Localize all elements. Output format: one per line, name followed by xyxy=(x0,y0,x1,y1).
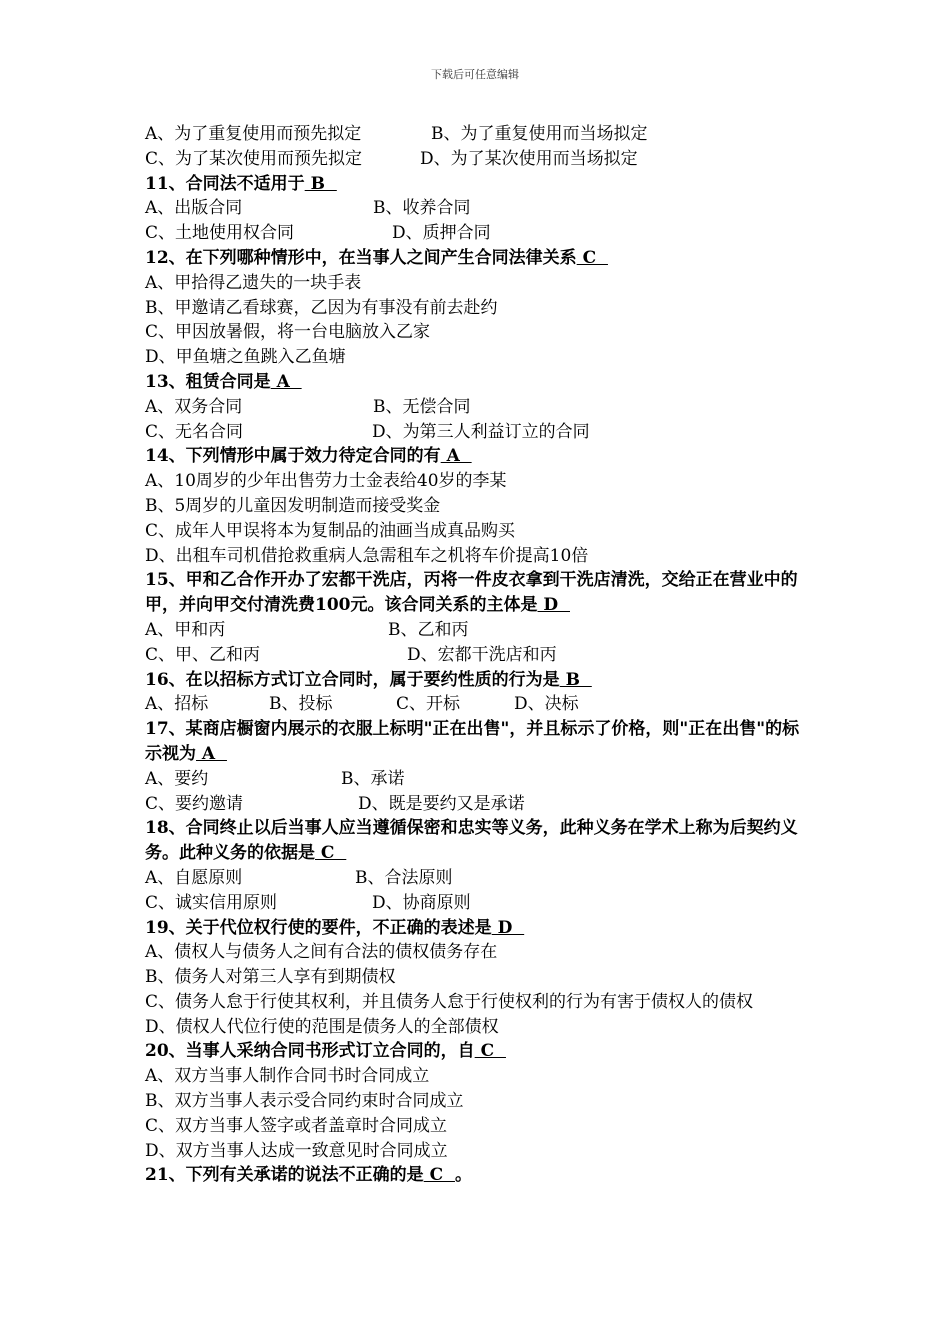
option-text: C、为了某次使用而预先拟定 xyxy=(145,148,363,169)
option-text: A、为了重复使用而预先拟定 xyxy=(145,124,362,144)
option-text: A、招标 xyxy=(145,694,209,715)
option-text: D、双方当事人达成一致意见时合同成立 xyxy=(145,1140,448,1161)
option-line xyxy=(145,891,810,916)
answer-blank: C xyxy=(315,843,347,864)
document-body xyxy=(145,122,810,1188)
question-suffix: 。 xyxy=(454,1165,472,1186)
answer-blank: A xyxy=(270,371,302,392)
option-line xyxy=(145,866,810,891)
option-line xyxy=(145,395,810,420)
option-text: A、甲拾得乙遗失的一块手表 xyxy=(145,272,362,293)
option-text: D、债权人代位行使的范围是债务人的全部债权 xyxy=(145,1016,499,1037)
answer-blank: D xyxy=(491,917,525,938)
answer-blank: C xyxy=(576,247,608,268)
option-text: B、乙和丙 xyxy=(388,619,469,640)
option-line xyxy=(145,940,810,965)
question xyxy=(145,1163,810,1188)
option-text: C、债务人怠于行使其权利，并且债务人怠于行使权利的行为有害于债权人的债权 xyxy=(145,991,754,1012)
option-line xyxy=(145,147,810,172)
question-text: 13、租赁合同是 xyxy=(145,371,271,392)
option-line xyxy=(145,519,810,544)
option-line xyxy=(145,692,810,717)
option-text: A、双方当事人制作合同书时合同成立 xyxy=(145,1066,430,1087)
option-text: B、甲邀请乙看球赛，乙因为有事没有前去赴约 xyxy=(145,297,498,318)
option-text: B、收养合同 xyxy=(373,198,471,219)
question-text: 15、甲和乙合作开办了宏都干洗店，丙将一件皮衣拿到干洗店清洗，交给正在营业中的甲，并向甲交付清洗费100元。该合同关系的主体是 xyxy=(145,570,798,616)
answer-blank: C xyxy=(423,1165,455,1186)
option-text: B、5周岁的儿童因发明制造而接受奖金 xyxy=(145,495,441,516)
option-text: C、成年人甲误将本为复制品的油画当成真品购买 xyxy=(145,520,516,541)
option-text: A、要约 xyxy=(145,768,209,789)
option-text: A、债权人与债务人之间有合法的债权债务存在 xyxy=(145,942,498,963)
option-line xyxy=(145,792,810,817)
question-text: 18、合同终止以后当事人应当遵循保密和忠实等义务，此种义务在学术上称为后契约义务。此种义务的依据是 xyxy=(145,818,798,864)
option-line xyxy=(145,1114,810,1139)
answer-blank: A xyxy=(196,743,227,764)
option-text: C、双方当事人签字或者盖章时合同成立 xyxy=(145,1115,448,1136)
question-text: 16、在以招标方式订立合同时，属于要约性质的行为是 xyxy=(145,669,560,690)
option-text: A、自愿原则 xyxy=(145,867,243,888)
option-line xyxy=(145,965,810,990)
answer-blank: B xyxy=(304,173,337,194)
question-text: 12、在下列哪种情形中，在当事人之间产生合同法律关系 xyxy=(145,247,577,268)
option-text: C、甲、乙和丙 xyxy=(145,644,261,665)
option-line xyxy=(145,345,810,370)
question-text: 20、当事人采纳合同书形式订立合同的，自 xyxy=(145,1041,475,1062)
option-text: B、投标 xyxy=(269,694,333,715)
option-text: B、合法原则 xyxy=(355,867,453,888)
answer-blank: D xyxy=(537,595,570,616)
option-line xyxy=(145,196,810,221)
option-line xyxy=(145,271,810,296)
option-text: C、甲因放暑假，将一台电脑放入乙家 xyxy=(145,322,431,343)
question xyxy=(145,1039,810,1064)
option-line xyxy=(145,1015,810,1040)
option-text: D、甲鱼塘之鱼跳入乙鱼塘 xyxy=(145,347,346,368)
option-text: A、出版合同 xyxy=(145,198,243,219)
option-text: C、诚实信用原则 xyxy=(145,892,278,913)
question xyxy=(145,370,810,395)
option-text: B、无偿合同 xyxy=(373,396,471,417)
option-text: D、决标 xyxy=(514,694,579,715)
question-text: 17、某商店橱窗内展示的衣服上标明"正在出售"，并且标示了价格，则"正在出售"的标示视为 xyxy=(145,719,800,764)
answer-blank: A xyxy=(440,446,472,467)
option-line xyxy=(145,990,810,1015)
question xyxy=(145,246,810,271)
option-line xyxy=(145,221,810,246)
option-line xyxy=(145,320,810,345)
option-text: C、土地使用权合同 xyxy=(145,223,295,244)
option-text: B、债务人对第三人享有到期债权 xyxy=(145,967,396,988)
option-text: C、开标 xyxy=(396,694,461,715)
option-text: D、为了某次使用而当场拟定 xyxy=(420,148,638,169)
question xyxy=(145,568,810,618)
option-line xyxy=(145,296,810,321)
option-line xyxy=(145,643,810,668)
option-text: A、甲和丙 xyxy=(145,619,226,640)
question xyxy=(145,816,810,866)
option-text: D、出租车司机借抢救重病人急需租车之机将车价提高10倍 xyxy=(145,545,589,566)
option-line xyxy=(145,1064,810,1089)
option-line xyxy=(145,122,810,147)
option-text: C、要约邀请 xyxy=(145,793,244,814)
question xyxy=(145,668,810,693)
option-text: D、质押合同 xyxy=(392,223,491,244)
question-text: 21、下列有关承诺的说法不正确的是 xyxy=(145,1165,424,1186)
option-text: D、既是要约又是承诺 xyxy=(358,793,525,814)
question-text: 14、下列情形中属于效力待定合同的有 xyxy=(145,446,441,467)
question-text: 11、合同法不适用于 xyxy=(145,173,305,194)
question xyxy=(145,717,810,767)
question xyxy=(145,172,810,197)
answer-blank: C xyxy=(474,1041,506,1062)
question xyxy=(145,444,810,469)
page-header: 下载后可任意编辑 xyxy=(431,68,519,81)
option-text: B、为了重复使用而当场拟定 xyxy=(431,124,648,144)
option-text: B、双方当事人表示受合同约束时合同成立 xyxy=(145,1091,464,1112)
option-text: B、承诺 xyxy=(341,768,405,789)
question-text: 19、关于代位权行使的要件，不正确的表述是 xyxy=(145,917,492,938)
option-line xyxy=(145,767,810,792)
option-text: D、为第三人利益订立的合同 xyxy=(372,421,590,442)
option-text: D、协商原则 xyxy=(372,892,471,913)
option-text: A、10周岁的少年出售劳力士金表给40岁的李某 xyxy=(145,471,507,492)
option-line xyxy=(145,469,810,494)
option-line xyxy=(145,1139,810,1164)
option-line xyxy=(145,544,810,569)
option-text: D、宏都干洗店和丙 xyxy=(407,644,557,665)
option-text: C、无名合同 xyxy=(145,421,244,442)
question xyxy=(145,916,810,941)
option-text: A、双务合同 xyxy=(145,396,243,417)
answer-blank: B xyxy=(559,669,592,690)
option-line xyxy=(145,494,810,519)
option-line xyxy=(145,420,810,445)
option-line xyxy=(145,1089,810,1114)
option-line xyxy=(145,618,810,643)
